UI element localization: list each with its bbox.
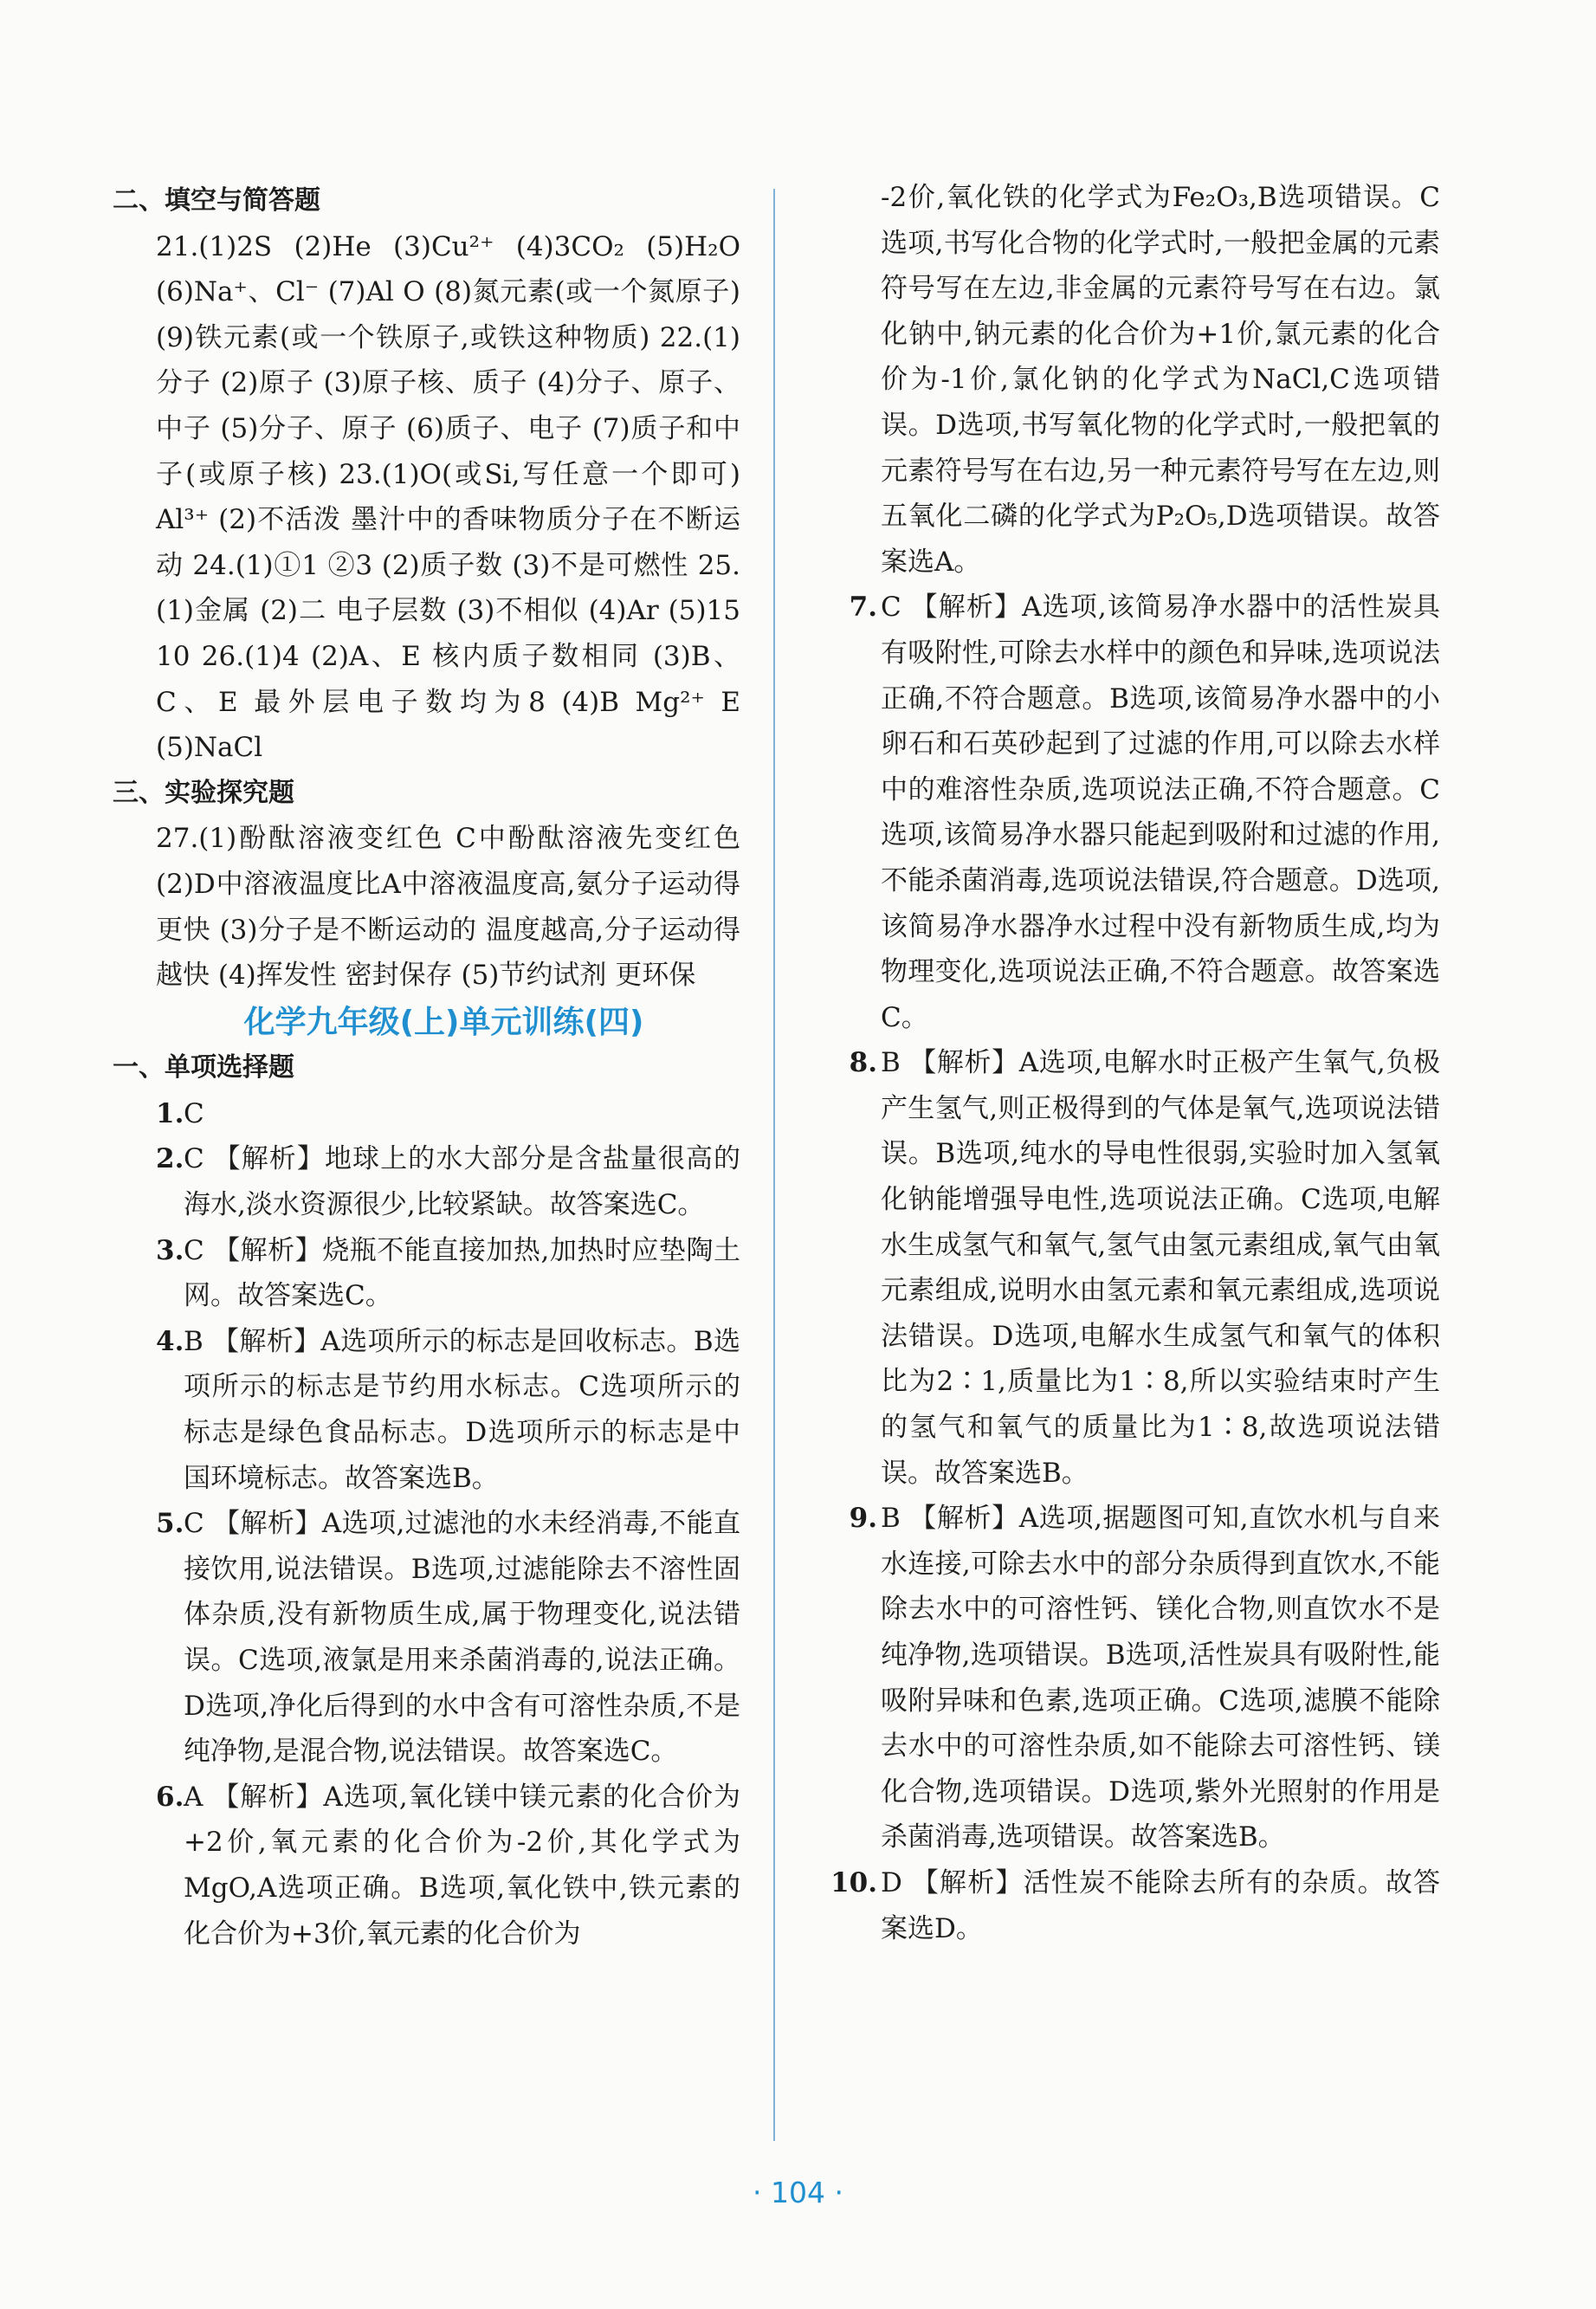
right-column bbox=[830, 175, 1440, 1951]
answer-6-continued: -2价,氧化铁的化学式为Fe₂O₃,B选项错误。C选项,书写化合物的化学式时,一般把金属的元素符号写在左边,非金属的元素符号写在右边。氯化钠中,钠元素的化合价为+1价,氯元素的化合价为-1价,氯化钠的化学式为NaCl,C选项错误。D选项,书写氧化物的化学式时,一般把氧的元素符号写在右边,另一种元素符号写在左边,则五氧化二磷的化学式为P₂O₅,D选项错误。故答案选A。 bbox=[881, 182, 1440, 578]
item-text: C bbox=[184, 1097, 204, 1129]
answer-item bbox=[113, 1319, 740, 1501]
item-number: 9. bbox=[849, 1503, 877, 1535]
item-text: B 【解析】A选项所示的标志是回收标志。B选项所示的标志是节约用水标志。C选项所示的标志是绿色食品标志。D选项所示的标志是中国环境标志。故答案选B。 bbox=[184, 1325, 740, 1494]
answer-item bbox=[830, 1860, 1440, 1951]
answer-item bbox=[113, 1136, 740, 1227]
item-text: C 【解析】A选项,过滤池的水未经消毒,不能直接饮用,说法错误。B选项,过滤能除去不溶性固体杂质,没有新物质生成,属于物理变化,说法错误。C选项,液氯是用来杀菌消毒的,说法正确。D选项,净化后得到的水中含有可溶性杂质,不是纯净物,是混合物,说法错误。故答案选C。 bbox=[184, 1508, 740, 1768]
left-column bbox=[113, 178, 740, 1957]
item-number: 8. bbox=[849, 1047, 877, 1079]
unit-title: 化学九年级(上)单元训练(四) bbox=[243, 1004, 644, 1040]
answer-item bbox=[113, 1501, 740, 1775]
answer-item bbox=[113, 1775, 740, 1957]
answer-item bbox=[849, 585, 1440, 1040]
section-heading-single-choice: 一、单项选择题 bbox=[113, 1052, 294, 1083]
column-divider bbox=[773, 189, 775, 2141]
item-text: A 【解析】A选项,氧化镁中镁元素的化合价为+2价,氧元素的化合价为-2价,其化学式为MgO,A选项正确。B选项,氧化铁中,铁元素的化合价为+3价,氧元素的化合价为 bbox=[184, 1781, 740, 1950]
answer-27: 27.(1)酚酞溶液变红色 C中酚酞溶液先变红色 (2)D中溶液温度比A中溶液温度高,氨分子运动得更快 (3)分子是不断运动的 温度越高,分子运动得越快 (4)挥发性 密封保存 (5)节约试剂 更环保 bbox=[156, 823, 740, 992]
item-text: D 【解析】活性炭不能除去所有的杂质。故答案选D。 bbox=[881, 1866, 1440, 1944]
page-number: · 104 · bbox=[753, 2176, 843, 2209]
item-number: 7. bbox=[849, 592, 877, 624]
item-number: 5. bbox=[156, 1508, 184, 1540]
answer-item bbox=[113, 1091, 740, 1137]
item-number: 2. bbox=[156, 1143, 184, 1175]
item-number: 1. bbox=[156, 1097, 184, 1129]
item-number: 10. bbox=[830, 1866, 877, 1898]
item-text: B 【解析】A选项,电解水时正极产生氧气,负极产生氢气,则正极得到的气体是氧气,选项说法错误。B选项,纯水的导电性很弱,实验时加入氢氧化钠能增强导电性,选项说法正确。C选项,电解水生成氢气和氧气,氢气由氢元素组成,氧气由氧元素组成,说明水由氢元素和氧元素组成,选项说法错误。D选项,电解水生成氢气和氧气的体积比为2∶1,质量比为1∶8,所以实验结束时产生的氢气和氧气的质量比为1∶8,故选项说法错误。故答案选B。 bbox=[881, 1047, 1440, 1489]
section-heading-fill-in: 二、填空与简答题 bbox=[113, 185, 320, 216]
item-number: 4. bbox=[156, 1325, 184, 1357]
item-number: 6. bbox=[156, 1781, 184, 1813]
item-text: C 【解析】A选项,该简易净水器中的活性炭具有吸附性,可除去水样中的颜色和异味,选项说法正确,不符合题意。B选项,该简易净水器中的小卵石和石英砂起到了过滤的作用,可以除去水样中的难溶性杂质,选项说法正确,不符合题意。C选项,该简易净水器只能起到吸附和过滤的作用,不能杀菌消毒,选项说法错误,符合题意。D选项,该简易净水器净水过程中没有新物质生成,均为物理变化,选项说法正确,不符合题意。故答案选C。 bbox=[881, 592, 1440, 1033]
section-heading-experiment: 三、实验探究题 bbox=[113, 777, 294, 808]
answer-item bbox=[849, 1040, 1440, 1496]
item-text: C 【解析】地球上的水大部分是含盐量很高的海水,淡水资源很少,比较紧缺。故答案选C。 bbox=[184, 1143, 740, 1221]
answer-item bbox=[849, 1496, 1440, 1860]
item-text: C 【解析】烧瓶不能直接加热,加热时应垫陶土网。故答案选C。 bbox=[184, 1234, 740, 1312]
answer-item bbox=[113, 1228, 740, 1319]
item-number: 3. bbox=[156, 1234, 184, 1266]
item-text: B 【解析】A选项,据题图可知,直饮水机与自来水连接,可除去水中的部分杂质得到直饮水,不能除去水中的可溶性钙、镁化合物,则直饮水不是纯净物,选项错误。B选项,活性炭具有吸附性,能吸附异味和色素,选项正确。C选项,滤膜不能除去水中的可溶性杂质,如不能除去可溶性钙、镁化合物,选项错误。D选项,紫外光照射的作用是杀菌消毒,选项错误。故答案选B。 bbox=[881, 1503, 1440, 1853]
answers-21-26: 21.(1)2S (2)He (3)Cu²⁺ (4)3CO₂ (5)H₂O (6)Na⁺、Cl⁻ (7)Al O (8)氮元素(或一个氮原子) (9)铁元素(或一个铁原子,或铁这种物质) 22.(1)分子 (2)原子 (3)原子核、质子 (4)分子、原子、中子 (5)分子、原子 (6)质子、电子 (7)质子和中子(或原子核) 23.(1)O(或Si,写任意一个即可) Al³⁺ (2)不活泼 墨汁中的香味物质分子在不断运动 24.(1)①1 ②3 (2)质子数 (3)不是可燃性 25.(1)金属 (2)二 电子层数 (3)不相似 (4)Ar (5)15 10 26.(1)4 (2)A、E 核内质子数相同 (3)B、C、E 最外层电子数均为8 (4)B Mg²⁺ E (5)NaCl bbox=[156, 230, 740, 764]
